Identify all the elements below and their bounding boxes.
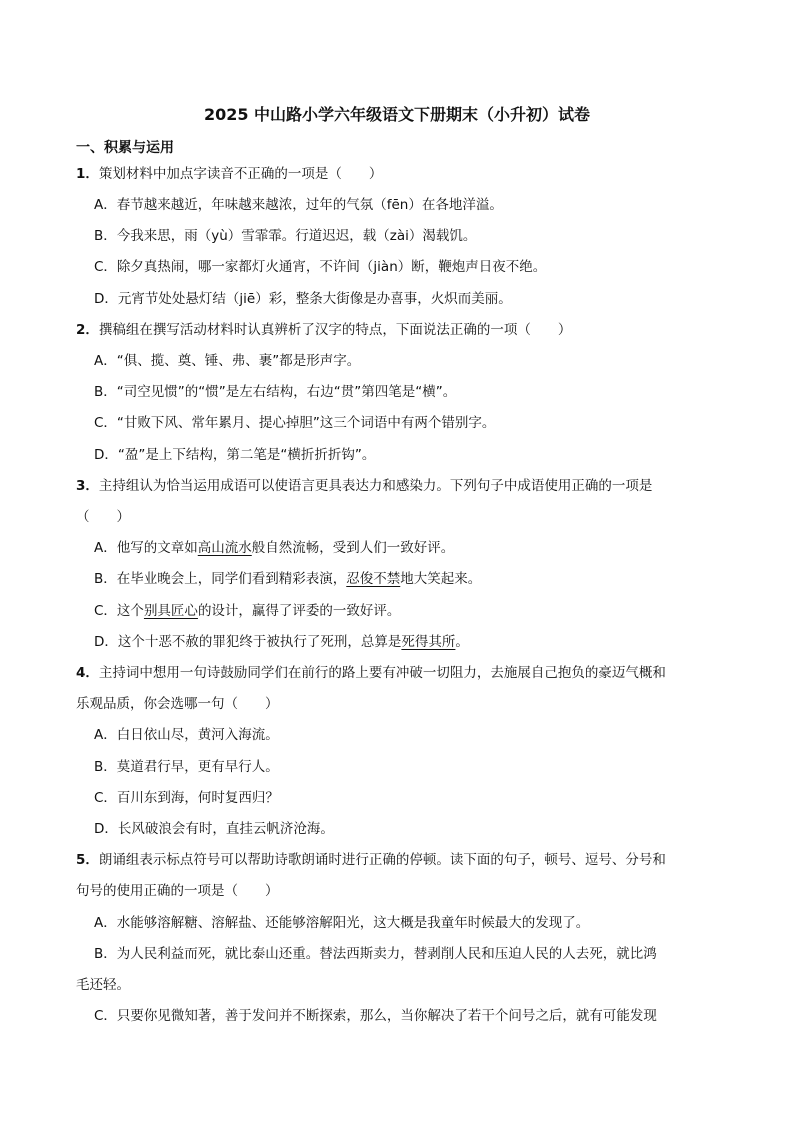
question-5-option-c: C．只要你见微知著，善于发问并不断探索，那么，当你解决了若干个问号之后，就有可能发现 xyxy=(94,1008,657,1024)
underlined-idiom: 忍俊不禁 xyxy=(346,571,401,587)
question-5-option-b-continued: 毛还轻。 xyxy=(76,977,130,993)
question-4-option-c: C．百川东到海，何时复西归？ xyxy=(94,790,279,806)
question-4-stem-continued: 乐观品质，你会选哪一句（ ） xyxy=(76,696,279,712)
question-2-option-c: C．“甘败下风、常年累月、提心掉胆”这三个词语中有两个错别字。 xyxy=(94,415,496,431)
question-1-option-a: A．春节越来越近，年味越来越浓，过年的气氛（fēn）在各地洋溢。 xyxy=(94,197,503,213)
question-5-option-b: B．为人民利益而死，就比泰山还重。替法西斯卖力，替剥削人民和压迫人民的人去死，就比鸿 xyxy=(94,946,657,962)
option-text: D．这个十恶不赦的罪犯终于被执行了死刑，总算是 xyxy=(94,634,402,650)
question-2-option-d: D．“盈”是上下结构，第二笔是“横折折折钩”。 xyxy=(94,447,376,463)
question-4-option-d: D．长风破浪会有时，直挂云帆济沧海。 xyxy=(94,821,334,837)
question-number: 1． xyxy=(76,166,99,182)
question-1-option-c: C．除夕真热闹，哪一家都灯火通宵，不许间（jiàn）断，鞭炮声日夜不绝。 xyxy=(94,259,547,275)
question-number: 3． xyxy=(76,478,99,494)
option-text: A．他写的文章如 xyxy=(94,540,198,556)
question-text: 主持词中想用一句诗鼓励同学们在前行的路上要有冲破一切阻力，去施展自己抱负的豪迈气概和 xyxy=(98,665,666,681)
question-3-option-c xyxy=(94,600,400,622)
question-text: 撰稿组在撰写活动材料时认真辨析了汉字的特点，下面说法正确的一项（ ） xyxy=(98,322,572,338)
question-number: 2． xyxy=(76,322,99,338)
question-text: 策划材料中加点字读音不正确的一项是（ ） xyxy=(98,166,383,182)
question-3-stem-continued: （ ） xyxy=(76,509,130,525)
exam-title: 2025 中山路小学六年级语文下册期末（小升初）试卷 xyxy=(203,105,591,124)
underlined-idiom: 别具匠心 xyxy=(143,603,198,619)
question-5-stem xyxy=(76,849,666,871)
question-1-option-d: D．元宵节处处悬灯结（jiē）彩，整条大街像是办喜事，火炽而美丽。 xyxy=(94,291,512,307)
question-number: 4． xyxy=(76,665,99,681)
section-heading: 一、积累与运用 xyxy=(76,140,174,156)
option-text: 。 xyxy=(455,634,469,650)
question-text: 主持组认为恰当运用成语可以使语言更具表达力和感染力。下列句子中成语使用正确的一项是 xyxy=(98,478,653,494)
question-number: 5． xyxy=(76,852,99,868)
question-4-option-b: B．莫道君行早，更有早行人。 xyxy=(94,759,279,775)
question-text: 朗诵组表示标点符号可以帮助诗歌朗诵时进行正确的停顿。读下面的句子，顿号、逗号、分号和 xyxy=(98,852,666,868)
option-text: 地大笑起来。 xyxy=(400,571,482,587)
question-3-option-d xyxy=(94,631,469,653)
underlined-idiom: 死得其所 xyxy=(401,634,456,650)
question-4-option-a: A．白日依山尽，黄河入海流。 xyxy=(94,727,279,743)
option-text: 的设计，赢得了评委的一致好评。 xyxy=(197,603,401,619)
question-3-option-b xyxy=(94,568,481,590)
question-1-option-b: B．今我来思，雨（yù）雪霏霏。行道迟迟，载（zài）渴载饥。 xyxy=(94,228,477,244)
option-text: 般自然流畅，受到人们一致好评。 xyxy=(251,540,455,556)
question-3-option-a xyxy=(94,537,454,559)
underlined-idiom: 高山流水 xyxy=(197,540,252,556)
option-text: C．这个 xyxy=(94,603,144,619)
option-text: B．在毕业晚会上，同学们看到精彩表演， xyxy=(94,571,347,587)
question-1-stem xyxy=(76,163,382,185)
question-4-stem xyxy=(76,662,666,684)
question-2-option-b: B．“司空见惯”的“惯”是左右结构，右边“贯”第四笔是“横”。 xyxy=(94,384,457,400)
question-5-stem-continued: 句号的使用正确的一项是（ ） xyxy=(76,883,279,899)
question-5-option-a: A．水能够溶解糖、溶解盐、还能够溶解阳光，这大概是我童年时候最大的发现了。 xyxy=(94,915,590,931)
question-2-option-a: A．“俱、揽、奠、锤、弗、裹”都是形声字。 xyxy=(94,353,361,369)
question-3-stem xyxy=(76,475,652,497)
question-2-stem xyxy=(76,319,571,341)
